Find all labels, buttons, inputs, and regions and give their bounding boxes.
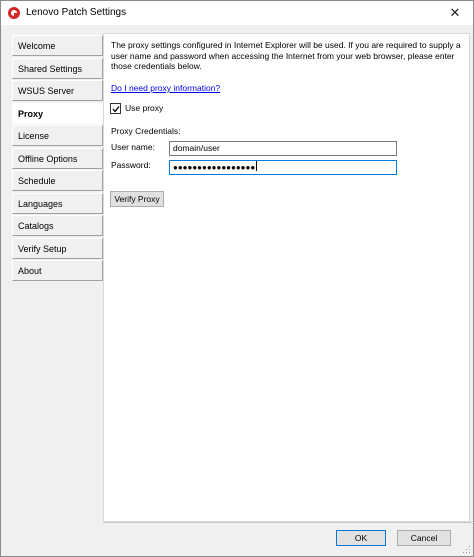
sidebar-item-shared-settings[interactable]: Shared Settings [12,58,103,79]
proxy-credentials-label: Proxy Credentials: [111,126,181,136]
cancel-button[interactable]: Cancel [397,530,451,546]
password-field[interactable] [169,160,397,175]
sidebar-item-about[interactable]: About [12,260,103,281]
close-icon[interactable]: ✕ [449,5,461,20]
sidebar-item-offline-options[interactable]: Offline Options [12,148,103,169]
proxy-settings-panel [103,33,470,522]
resize-grip-icon[interactable] [462,545,471,554]
text-caret [256,161,257,171]
settings-sidebar [12,35,103,283]
password-label: Password: [111,160,151,170]
verify-proxy-button[interactable]: Verify Proxy [110,191,164,207]
proxy-description: The proxy settings configured in Internet Explorer will be used. If you are required to supply a user name and password when accessing the Internet from your web browser, please enter those credentials below. [111,40,461,71]
password-value: ●●●●●●●●●●●●●●●●● [173,163,256,172]
checkmark-icon [112,105,120,113]
use-proxy-checkbox[interactable] [110,103,121,114]
title-bar[interactable] [1,1,473,25]
sidebar-item-catalogs[interactable]: Catalogs [12,215,103,236]
footer-divider [103,522,474,523]
lenovo-app-icon [8,7,20,19]
username-label: User name: [111,142,155,152]
sidebar-item-welcome[interactable]: Welcome [12,35,103,56]
use-proxy-label: Use proxy [125,103,164,113]
sidebar-item-languages[interactable]: Languages [12,193,103,214]
proxy-info-link[interactable]: Do I need proxy information? [111,83,221,93]
sidebar-item-wsus-server[interactable]: WSUS Server [12,80,103,101]
sidebar-item-schedule[interactable]: Schedule [12,170,103,191]
username-field[interactable] [169,141,397,156]
window-title: Lenovo Patch Settings [26,7,127,18]
sidebar-item-proxy[interactable]: Proxy [12,103,103,124]
username-value: domain/user [173,143,220,153]
sidebar-item-verify-setup[interactable]: Verify Setup [12,238,103,259]
sidebar-item-license[interactable]: License [12,125,103,146]
ok-button[interactable]: OK [336,530,386,546]
